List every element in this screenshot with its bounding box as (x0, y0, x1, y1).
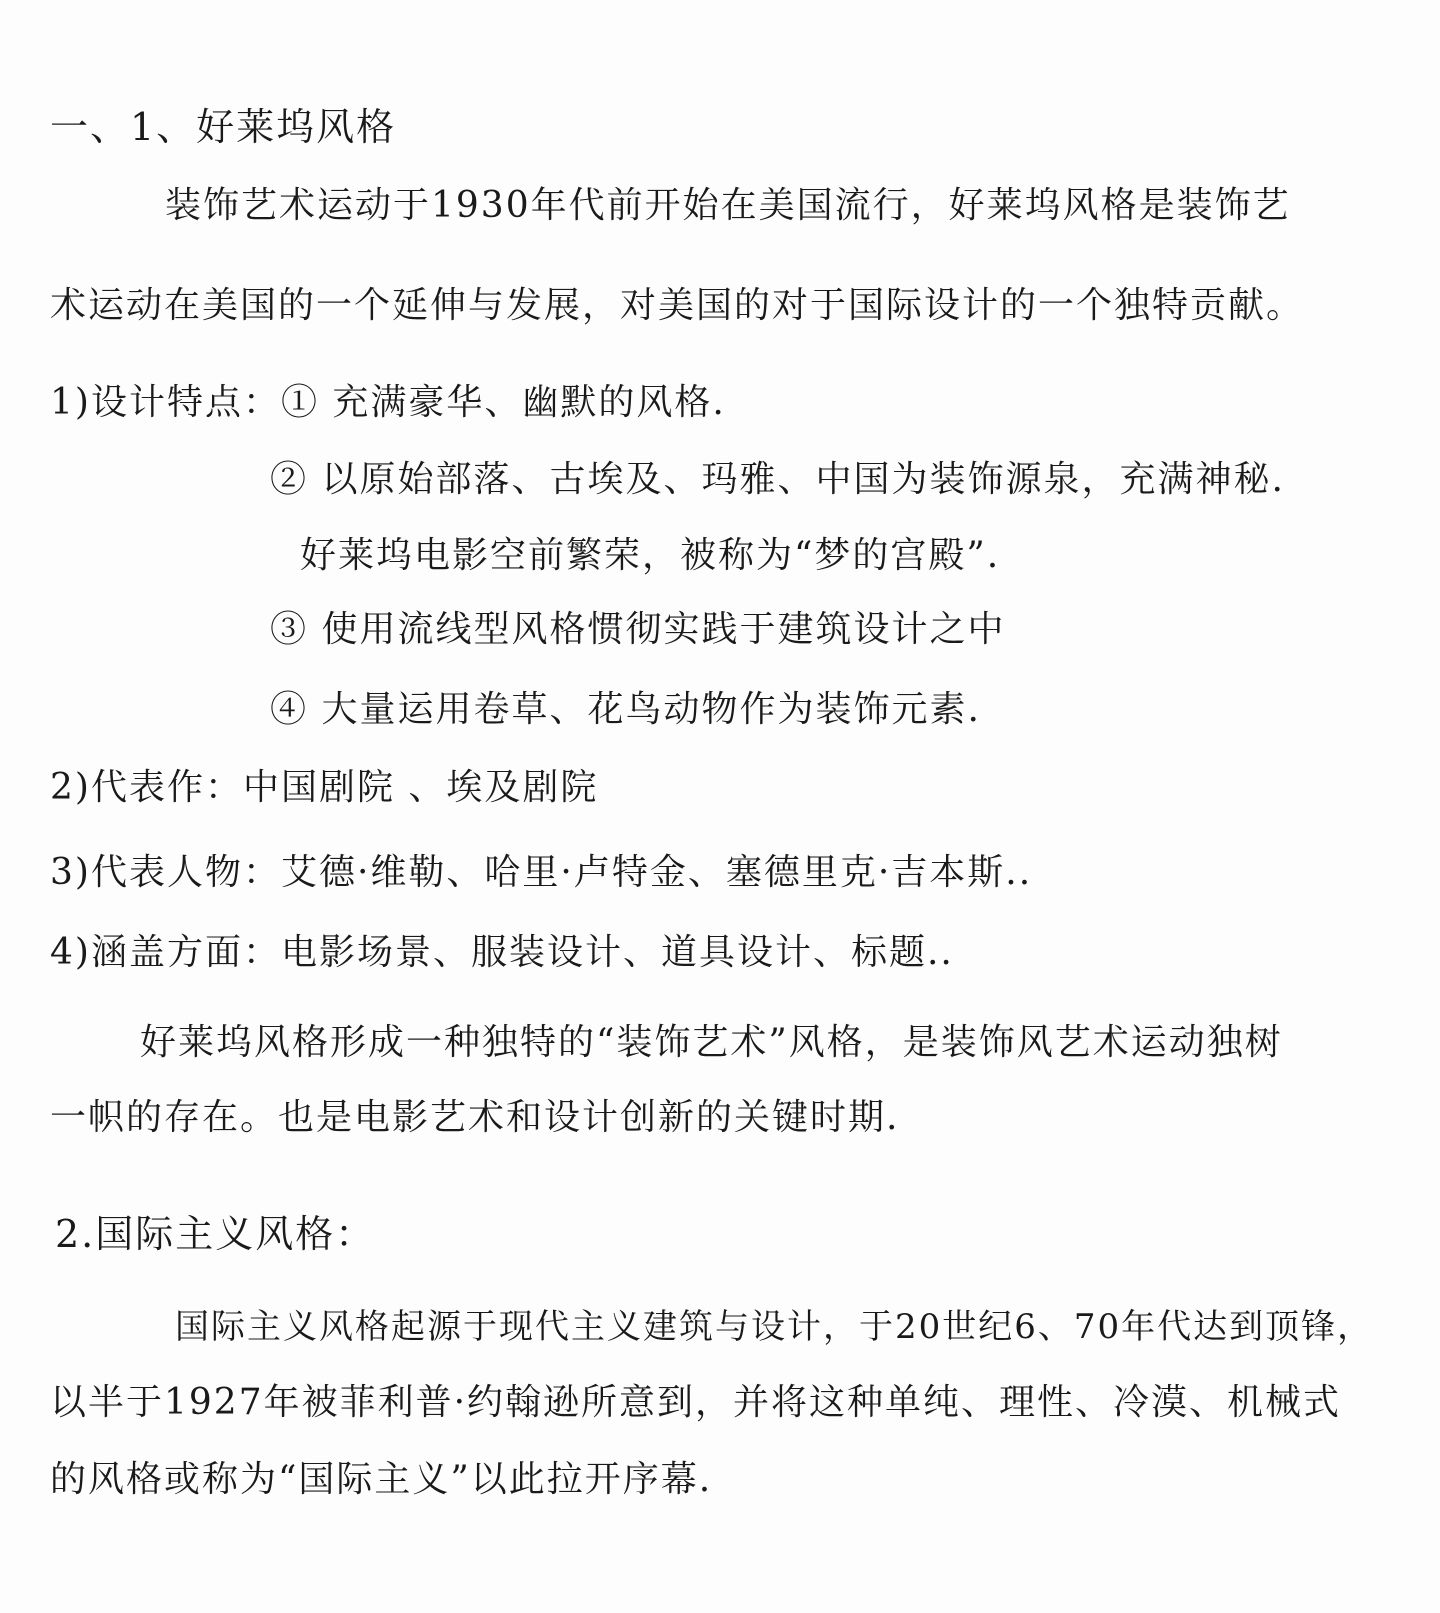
section2-body-line2: 以半于1927年被菲利普·约翰逊所意到，并将这种单纯、理性、冷漠、机械式 (50, 1382, 1342, 1423)
section2-body-line3: 的风格或称为“国际主义”以此拉开序幕. (50, 1459, 713, 1500)
feature-item-1: 1)设计特点：① 充满豪华、幽默的风格. (50, 382, 726, 423)
section2-body-line1: 国际主义风格起源于现代主义建筑与设计，于20世纪6、70年代达到顶锋， (175, 1307, 1374, 1347)
section1-summary-line2: 一帜的存在。也是电影艺术和设计创新的关键时期. (50, 1097, 900, 1138)
section1-intro-line1: 装饰艺术运动于1930年代前开始在美国流行，好莱坞风格是装饰艺 (165, 185, 1291, 226)
section1-intro-line2: 术运动在美国的一个延伸与发展，对美国的对于国际设计的一个独特贡献。 (50, 285, 1305, 326)
feature-item-2: ② 以原始部落、古埃及、玛雅、中国为装饰源泉，充满神秘. (270, 459, 1285, 500)
coverage-areas: 4)涵盖方面：电影场景、服装设计、道具设计、标题.. (50, 932, 954, 973)
feature-item-2b: 好莱坞电影空前繁荣，被称为“梦的宫殿”. (300, 535, 1001, 576)
feature-item-3: ③ 使用流线型风格惯彻实践于建筑设计之中 (270, 609, 1006, 650)
representative-works: 2)代表作：中国剧院 、埃及剧院 (50, 767, 599, 808)
section1-heading: 一、1、好莱坞风格 (50, 105, 397, 149)
feature-item-4: ④ 大量运用卷草、花鸟动物作为装饰元素. (270, 689, 981, 730)
section2-heading: 2.国际主义风格： (55, 1212, 376, 1256)
section1-summary-line1: 好莱坞风格形成一种独特的“装饰艺术”风格，是装饰风艺术运动独树 (140, 1022, 1283, 1063)
representative-people: 3)代表人物：艾德·维勒、哈里·卢特金、塞德里克·吉本斯.. (50, 852, 1033, 893)
